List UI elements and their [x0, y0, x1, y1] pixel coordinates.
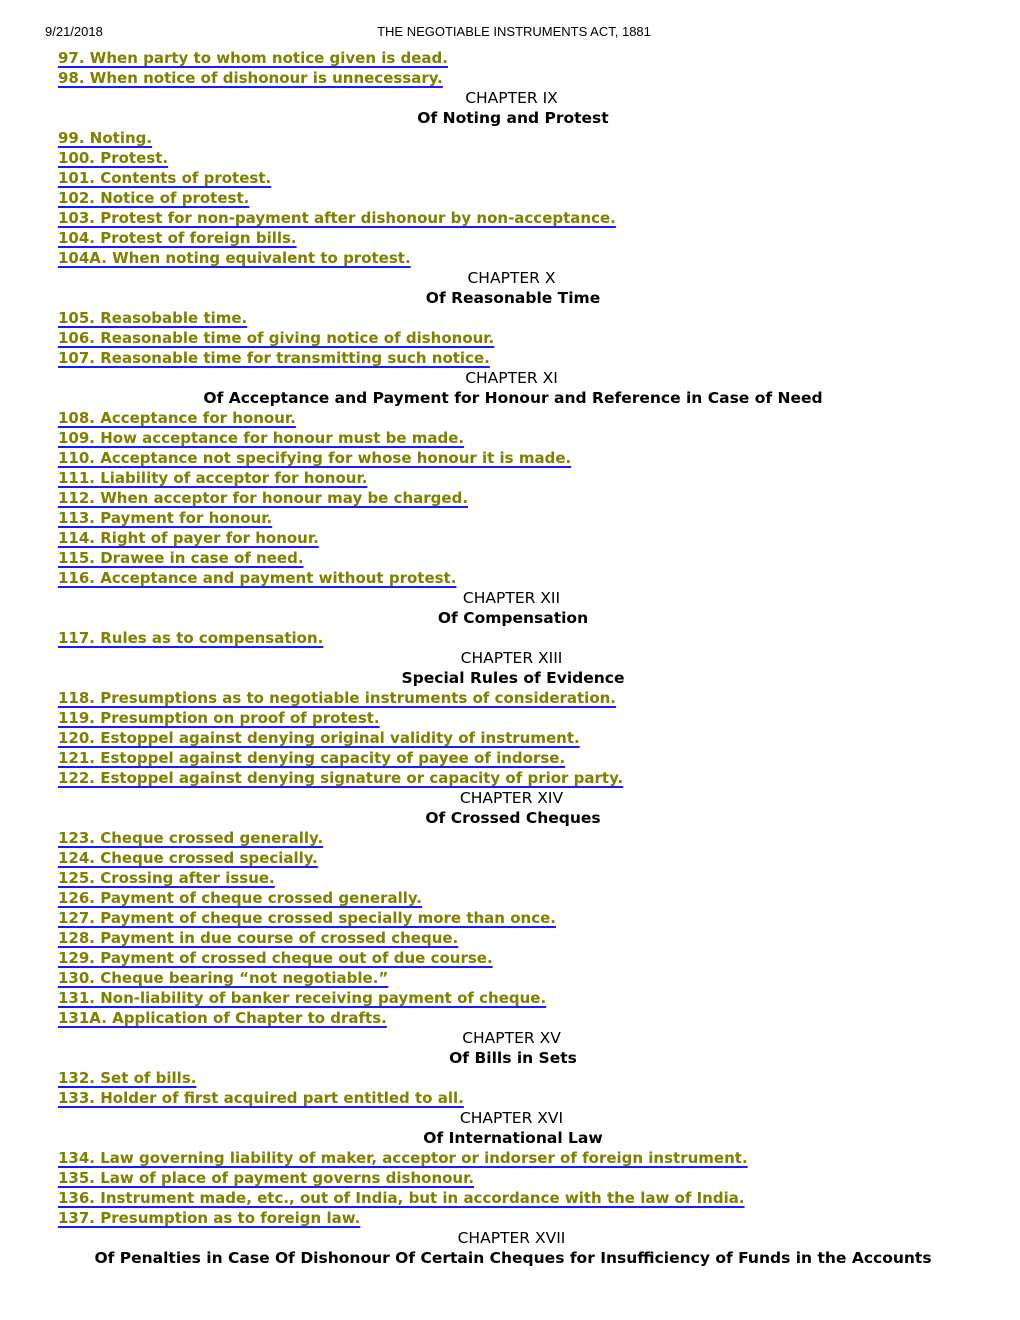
- toc-item: [0, 128, 1020, 148]
- toc-item: [0, 428, 1020, 448]
- toc-item: [0, 688, 1020, 708]
- chapter-number: CHAPTER XVII: [457, 1229, 566, 1247]
- chapter-number: CHAPTER XV: [462, 1029, 561, 1047]
- toc-item: [0, 508, 1020, 528]
- section-link[interactable]: 108. Acceptance for honour.: [58, 409, 296, 427]
- toc-item: [0, 408, 1020, 428]
- toc-item: [0, 1068, 1020, 1088]
- table-of-contents: [0, 48, 1020, 1268]
- section-link[interactable]: 106. Reasonable time of giving notice of dishonour.: [58, 329, 495, 347]
- section-link[interactable]: 128. Payment in due course of crossed cheque.: [58, 929, 459, 947]
- toc-item: [0, 1088, 1020, 1108]
- toc-item: [0, 528, 1020, 548]
- section-link[interactable]: 130. Cheque bearing “not negotiable.”: [58, 969, 389, 987]
- print-date: 9/21/2018: [45, 24, 103, 39]
- toc-item: [0, 348, 1020, 368]
- section-link[interactable]: 131. Non-liability of banker receiving payment of cheque.: [58, 989, 547, 1007]
- chapter-title: Special Rules of Evidence: [401, 669, 625, 687]
- section-link[interactable]: 104. Protest of foreign bills.: [58, 229, 297, 247]
- section-link[interactable]: 105. Reasobable time.: [58, 309, 248, 327]
- section-link[interactable]: 126. Payment of cheque crossed generally.: [58, 889, 422, 907]
- toc-item: [0, 628, 1020, 648]
- section-link[interactable]: 131A. Application of Chapter to drafts.: [58, 1009, 387, 1027]
- chapter-title: Of Compensation: [437, 609, 589, 627]
- section-link[interactable]: 111. Liability of acceptor for honour.: [58, 469, 368, 487]
- section-link[interactable]: 121. Estoppel against denying capacity of payee of indorse.: [58, 749, 566, 767]
- toc-item: [0, 468, 1020, 488]
- chapter-number: CHAPTER XVI: [459, 1109, 564, 1127]
- section-link[interactable]: 120. Estoppel against denying original validity of instrument.: [58, 729, 580, 747]
- section-link[interactable]: 135. Law of place of payment governs dishonour.: [58, 1169, 475, 1187]
- toc-item: [0, 748, 1020, 768]
- section-link[interactable]: 102. Notice of protest.: [58, 189, 250, 207]
- chapter-number: CHAPTER XIII: [460, 649, 563, 667]
- section-link[interactable]: 97. When party to whom notice given is dead.: [58, 49, 448, 67]
- toc-item: [0, 1008, 1020, 1028]
- toc-item: [0, 1188, 1020, 1208]
- toc-item: [0, 768, 1020, 788]
- section-link[interactable]: 112. When acceptor for honour may be charged.: [58, 489, 469, 507]
- section-link[interactable]: 115. Drawee in case of need.: [58, 549, 304, 567]
- toc-item: [0, 1208, 1020, 1228]
- chapter-number: CHAPTER XIV: [459, 789, 564, 807]
- print-page-title: THE NEGOTIABLE INSTRUMENTS ACT, 1881: [377, 24, 651, 39]
- section-link[interactable]: 125. Crossing after issue.: [58, 869, 275, 887]
- chapter-title: Of Noting and Protest: [417, 109, 609, 127]
- toc-item: [0, 848, 1020, 868]
- toc-item: [0, 188, 1020, 208]
- section-link[interactable]: 124. Cheque crossed specially.: [58, 849, 318, 867]
- toc-item: [0, 1168, 1020, 1188]
- chapter-title: Of Bills in Sets: [449, 1049, 577, 1067]
- toc-item: [0, 488, 1020, 508]
- section-link[interactable]: 109. How acceptance for honour must be made.: [58, 429, 465, 447]
- section-link[interactable]: 107. Reasonable time for transmitting such notice.: [58, 349, 490, 367]
- toc-item: [0, 968, 1020, 988]
- section-link[interactable]: 103. Protest for non-payment after dishonour by non-acceptance.: [58, 209, 616, 227]
- chapter-title: Of International Law: [423, 1129, 603, 1147]
- chapter-title: Of Crossed Cheques: [425, 809, 601, 827]
- section-link[interactable]: 117. Rules as to compensation.: [58, 629, 324, 647]
- toc-item: [0, 1148, 1020, 1168]
- section-link[interactable]: 119. Presumption on proof of protest.: [58, 709, 380, 727]
- toc-item: [0, 228, 1020, 248]
- section-link[interactable]: 104A. When noting equivalent to protest.: [58, 249, 411, 267]
- toc-item: [0, 928, 1020, 948]
- section-link[interactable]: 127. Payment of cheque crossed specially more than once.: [58, 909, 556, 927]
- section-link[interactable]: 122. Estoppel against denying signature or capacity of prior party.: [58, 769, 624, 787]
- chapter-title: Of Acceptance and Payment for Honour and Reference in Case of Need: [203, 389, 823, 407]
- section-link[interactable]: 132. Set of bills.: [58, 1069, 197, 1087]
- section-link[interactable]: 110. Acceptance not specifying for whose honour it is made.: [58, 449, 572, 467]
- toc-item: [0, 208, 1020, 228]
- section-link[interactable]: 99. Noting.: [58, 129, 153, 147]
- toc-item: [0, 68, 1020, 88]
- toc-item: [0, 908, 1020, 928]
- chapter-number: CHAPTER XI: [465, 369, 558, 387]
- section-link[interactable]: 136. Instrument made, etc., out of India, but in accordance with the law of India.: [58, 1189, 745, 1207]
- chapter-number: CHAPTER IX: [465, 89, 558, 107]
- toc-item: [0, 148, 1020, 168]
- toc-item: [0, 728, 1020, 748]
- section-link[interactable]: 114. Right of payer for honour.: [58, 529, 319, 547]
- toc-item: [0, 328, 1020, 348]
- toc-item: [0, 948, 1020, 968]
- section-link[interactable]: 129. Payment of crossed cheque out of due course.: [58, 949, 493, 967]
- section-link[interactable]: 133. Holder of first acquired part entitled to all.: [58, 1089, 464, 1107]
- section-link[interactable]: 98. When notice of dishonour is unnecessary.: [58, 69, 443, 87]
- toc-item: [0, 48, 1020, 68]
- toc-item: [0, 308, 1020, 328]
- section-link[interactable]: 100. Protest.: [58, 149, 169, 167]
- chapter-title: Of Penalties in Case Of Dishonour Of Certain Cheques for Insufficiency of Funds in the Accounts: [94, 1249, 932, 1267]
- chapter-title: Of Reasonable Time: [425, 289, 601, 307]
- section-link[interactable]: 118. Presumptions as to negotiable instruments of consideration.: [58, 689, 617, 707]
- section-link[interactable]: 137. Presumption as to foreign law.: [58, 1209, 361, 1227]
- toc-item: [0, 548, 1020, 568]
- toc-item: [0, 888, 1020, 908]
- chapter-number: CHAPTER X: [467, 269, 556, 287]
- toc-item: [0, 448, 1020, 468]
- section-link[interactable]: 123. Cheque crossed generally.: [58, 829, 324, 847]
- section-link[interactable]: 134. Law governing liability of maker, acceptor or indorser of foreign instrument.: [58, 1149, 748, 1167]
- toc-item: [0, 708, 1020, 728]
- toc-item: [0, 828, 1020, 848]
- section-link[interactable]: 101. Contents of protest.: [58, 169, 272, 187]
- toc-item: [0, 168, 1020, 188]
- toc-item: [0, 868, 1020, 888]
- toc-item: [0, 568, 1020, 588]
- section-link[interactable]: 116. Acceptance and payment without protest.: [58, 569, 457, 587]
- toc-item: [0, 988, 1020, 1008]
- chapter-number: CHAPTER XII: [462, 589, 561, 607]
- toc-item: [0, 248, 1020, 268]
- section-link[interactable]: 113. Payment for honour.: [58, 509, 273, 527]
